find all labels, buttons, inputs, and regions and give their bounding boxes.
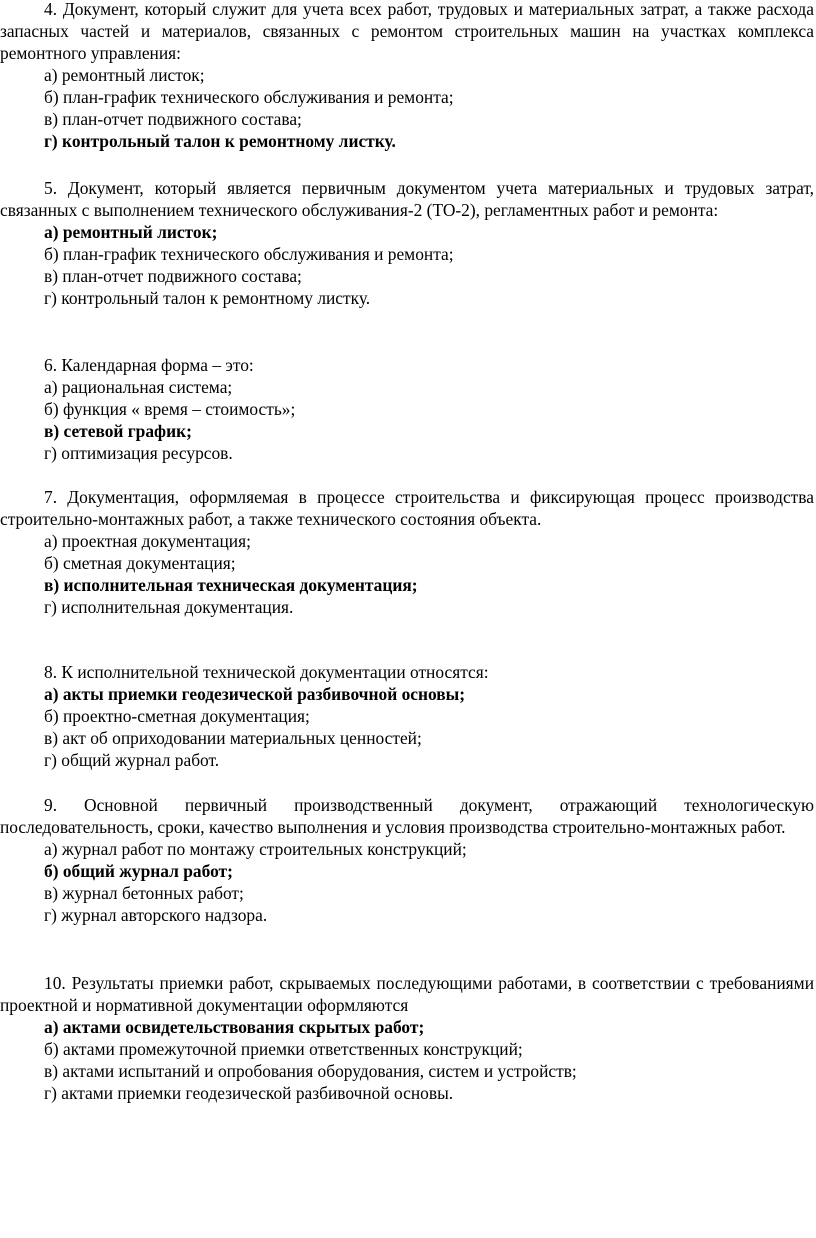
- answer-list: [0, 64, 814, 152]
- question-5: [0, 177, 814, 309]
- answer-option: б) план-график технического обслуживания и ремонта;: [44, 87, 454, 107]
- answer-list: [0, 838, 814, 926]
- correct-answer-option: в) исполнительная техническая документация;: [44, 575, 418, 595]
- question-stem: 6. Календарная форма – это:: [44, 355, 254, 375]
- answer-option: б) актами промежуточной приемки ответственных конструкций;: [44, 1039, 523, 1059]
- answer-list: [0, 683, 814, 771]
- question-9: [0, 794, 814, 926]
- answer-option: г) оптимизация ресурсов.: [44, 443, 233, 463]
- answer-option: г) журнал авторского надзора.: [44, 905, 268, 925]
- answer-option: г) общий журнал работ.: [44, 750, 220, 770]
- answer-list: [0, 1016, 814, 1104]
- correct-answer-option: б) общий журнал работ;: [44, 861, 233, 881]
- question-stem: 10. Результаты приемки работ, скрываемых последующими работами, в соответствии с требованиями проектной и нормативной документации оформляются: [0, 973, 814, 1015]
- correct-answer-option: а) актами освидетельствования скрытых работ;: [44, 1017, 425, 1037]
- answer-option: в) актами испытаний и опробования оборудования, систем и устройств;: [44, 1061, 577, 1081]
- correct-answer-option: в) сетевой график;: [44, 421, 192, 441]
- answer-option: а) проектная документация;: [44, 531, 251, 551]
- question-stem: 8. К исполнительной технической документации относятся:: [44, 662, 489, 682]
- answer-option: б) план-график технического обслуживания и ремонта;: [44, 244, 454, 264]
- answer-option: в) план-отчет подвижного состава;: [44, 266, 302, 286]
- question-stem: 4. Документ, который служит для учета всех работ, трудовых и материальных затрат, а также расхода запасных частей и материалов, связанных с ремонтом строительных машин на участках комплекса ремонтного управления:: [0, 0, 814, 63]
- question-8: [0, 661, 814, 771]
- answer-option: б) функция « время – стоимость»;: [44, 399, 296, 419]
- answer-option: б) сметная документация;: [44, 553, 236, 573]
- answer-option: а) ремонтный листок;: [44, 65, 205, 85]
- answer-list: [0, 221, 814, 309]
- question-7: [0, 486, 814, 618]
- question-10: [0, 972, 814, 1104]
- answer-option: г) исполнительная документация.: [44, 597, 294, 617]
- answer-list: [0, 376, 814, 464]
- answer-option: а) журнал работ по монтажу строительных конструкций;: [44, 839, 467, 859]
- answer-option: в) план-отчет подвижного состава;: [44, 109, 302, 129]
- question-4: [0, 0, 814, 152]
- question-6: [0, 354, 814, 464]
- answer-option: г) контрольный талон к ремонтному листку.: [44, 288, 371, 308]
- answer-option: а) рациональная система;: [44, 377, 233, 397]
- answer-option: в) акт об оприходовании материальных ценностей;: [44, 728, 422, 748]
- answer-option: г) актами приемки геодезической разбивочной основы.: [44, 1083, 454, 1103]
- answer-option: б) проектно-сметная документация;: [44, 706, 310, 726]
- question-stem: 5. Документ, который является первичным документом учета материальных и трудовых затрат, связанных с выполнением технического обслуживания-2 (ТО-2), регламентных работ и ремонта:: [0, 178, 814, 220]
- question-stem: 9. Основной первичный производственный документ, отражающий технологическую последовательность, сроки, качество выполнения и условия производства строительно-монтажных работ.: [0, 795, 814, 837]
- correct-answer-option: а) ремонтный листок;: [44, 222, 218, 242]
- answer-list: [0, 530, 814, 618]
- correct-answer-option: а) акты приемки геодезической разбивочной основы;: [44, 684, 466, 704]
- correct-answer-option: г) контрольный талон к ремонтному листку.: [44, 131, 396, 151]
- question-stem: 7. Документация, оформляемая в процессе строительства и фиксирующая процесс производства строительно-монтажных работ, а также технического состояния объекта.: [0, 487, 814, 529]
- answer-option: в) журнал бетонных работ;: [44, 883, 244, 903]
